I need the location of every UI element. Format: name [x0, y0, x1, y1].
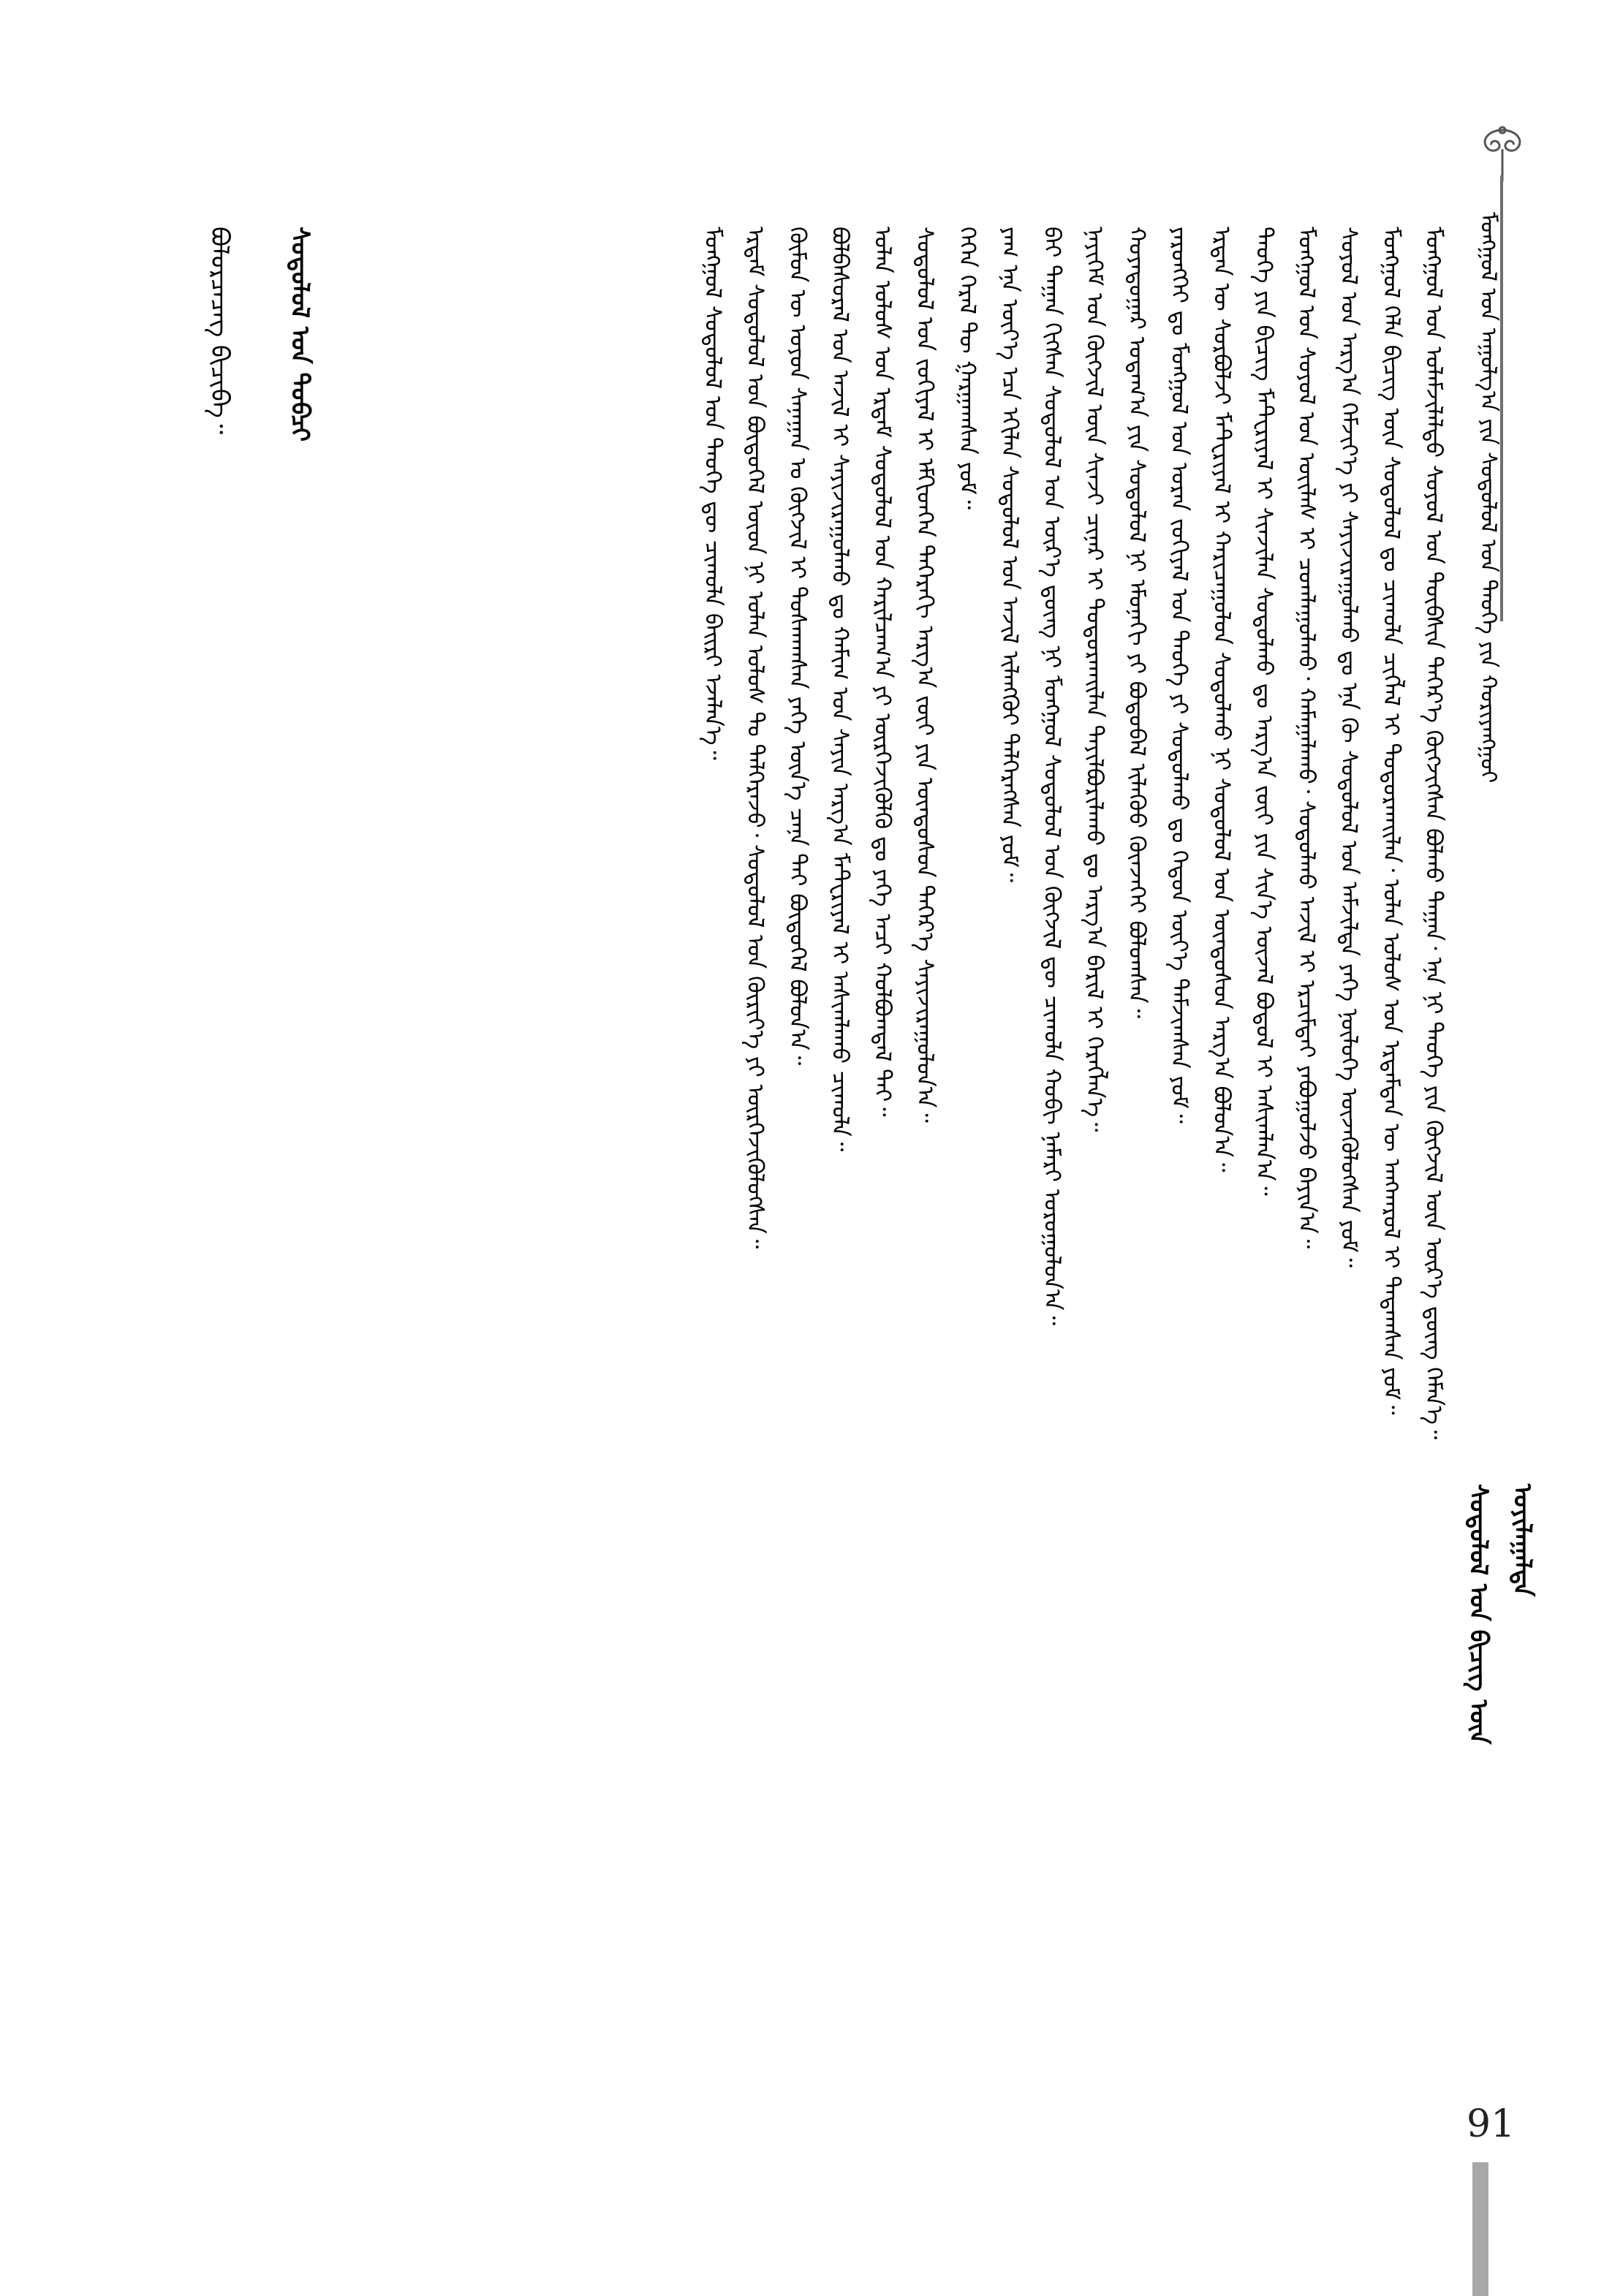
- text-line: ᠰᠤᠳᠤᠯᠤᠯ ᠤᠨ ᠵᠣᠬᠢᠶᠠᠯ ᠢ ᠡᠮᠬᠢᠳᠭᠡᠨ ᠳᠡᠭᠡᠷᠡᠬᠢ ᠠᠷᠭ᠎ᠠ ᠵᠦᠢ ᠶᠢᠨ ᠦᠨᠳᠦᠰᠦᠨ ᠳᠡᠭᠡᠷ᠎ᠡ ᠰᠠᠶᠢᠵᠢᠷᠠᠭᠤᠯᠤᠨ᠎ᠠ᠃: [912, 227, 938, 1123]
- text-line: ᠡᠷᠳᠡᠮ ᠰᠤᠳᠤᠯᠤᠯ ᠤᠨ ᠪᠦᠲᠦᠭᠡᠯ ᠦᠳ ᠨᠢ ᠣᠯᠠᠨ ᠤᠯᠤᠰ ᠲᠤ ᠳᠡᠯᠭᠡᠷᠡᠵᠦ᠂ ᠰᠤᠳᠤᠯᠤᠯ ᠤᠨ ᠬᠦᠷᠢᠶ᠎ᠡ ᠶᠢ ᠥᠷᠭᠡᠵᠢᠭᠦᠯᠦᠭᠰᠡᠨ᠃: [742, 227, 768, 1249]
- thumb-tab: [1472, 2162, 1488, 2296]
- page-number: 91: [1467, 2102, 1516, 2146]
- author-line: ᠪᠣᠯᠣᠷᠴᠡᠴᠡᠭ ᠪᠢᠴᠢᠪᠡ᠃: [205, 227, 234, 435]
- text-line: ᠬᠦᠮᠦᠨ ᠦ ᠣᠶᠤᠨ ᠰᠠᠨᠠᠭᠠᠨ ᠤ ᠬᠥᠭᠵᠢᠯ ᠢ ᠲᠤᠰᠬᠠᠭᠰᠠᠨ ᠶᠡᠬᠡ ᠦᠨ᠎ᠡ ᠴᠡᠨᠡ ᠲᠠᠢ ᠪᠦᠲᠦᠭᠡᠯ ᠪᠣᠯᠤᠨ᠎ᠠ᠃: [784, 227, 811, 1066]
- text-line: ᠮᠣᠩᠭᠣᠯ ᠬᠡᠯᠡ ᠪᠢᠴᠢᠭ ᠦᠨ ᠰᠤᠳᠤᠯᠤᠯ ᠳᠤ ᠴᠢᠬᠤᠯᠠ ᠴᠢᠭᠯᠡᠯ ᠢ ᠲᠣᠳᠤᠷᠬᠠᠢᠯᠠᠨ᠂ ᠣᠯᠠᠨ ᠤᠯᠤᠰ ᠤᠨ ᠡᠷᠳᠡᠮᠲᠡᠨ ᠦ ᠠᠩᠬᠠᠷᠤᠯ ᠢ ᠲᠠᠲᠠᠭᠰᠠᠨ ᠶᠤᠮ᠃: [1378, 227, 1404, 1415]
- text-line: ᠮᠣᠩᠭᠣᠯ ᠤᠨ ᠤᠯᠠᠮᠵᠢᠯᠠᠯᠲᠤ ᠰᠣᠶᠣᠯ ᠤᠨ ᠲᠦᠪᠰᠢᠨ ᠳᠡᠭᠡᠷ᠎ᠡ ᠬᠥᠭᠵᠢᠭᠰᠡᠨ ᠪᠣᠯᠬᠣ ᠳᠠᠭᠠᠨ᠂ ᠡᠨᠡ ᠨᠢ ᠲᠡᠦᠬᠡ ᠶᠢᠨ ᠬᠥᠭᠵᠢᠯ ᠦᠨ ᠦᠷ᠎ᠡ ᠳ᠋ᠦᠩ ᠬᠡᠮᠡᠨ᠎ᠡ᠃: [1420, 227, 1447, 1440]
- text-line: ᠮᠣᠩᠭᠣᠯ ᠰᠤᠳᠤᠯᠤᠯ ᠤᠨ ᠲᠡᠦᠬᠡ ᠳᠦ ᠴᠢᠬᠤᠯᠠ ᠪᠠᠢᠷᠢ ᠡᠵᠡᠯᠡᠨ᠎ᠡ᠃: [700, 227, 726, 760]
- text-line: ᠶᠡᠷᠦᠩᠬᠡᠢ ᠳᠤ ᠮᠣᠩᠭᠣᠯ ᠤᠨ ᠤᠷᠠᠨ ᠵᠣᠬᠢᠶᠠᠯ ᠤᠨ ᠲᠡᠦᠬᠡ ᠶᠢ ᠰᠤᠳᠤᠯᠬᠤ ᠳᠤ ᠬᠡᠳᠦᠨ ᠦᠶ᠎ᠡ ᠳᠠᠮᠵᠢᠭᠰᠠᠨ ᠶᠤᠮ᠃: [1166, 227, 1192, 1124]
- text-line: ᠪᠠᠢ ᠳᠠᠭᠠᠨ ᠬᠢᠭᠰᠡᠨ ᠰᠤᠳᠤᠯᠤᠯ ᠤᠨ ᠦᠷ᠎ᠡ ᠳ᠋ᠦᠩ ᠨᠢ ᠮᠣᠩᠭᠣᠯ ᠰᠤᠳᠤᠯᠤᠯ ᠤᠨ ᠬᠥᠭᠵᠢᠯ ᠳᠦ ᠴᠢᠬᠤᠯᠠ ᠬᠤᠪᠢ ᠨᠡᠮᠡᠷᠢ ᠣᠷᠤᠭᠤᠯᠤᠨ᠎ᠠ᠃: [1039, 227, 1065, 1326]
- text-line: ᠮᠣᠩᠭᠣᠯ ᠤᠨ ᠰᠣᠶᠣᠯ ᠤᠨ ᠦᠢᠯᠡᠰ ᠢ ᠴᠤᠭᠯᠠᠭᠤᠯᠬᠤ᠂ ᠬᠠᠮᠠᠭᠠᠯᠠᠬᠤ᠂ ᠰᠤᠳᠤᠯᠬᠤ ᠠᠵᠢᠯ ᠢ ᠡᠷᠴᠢᠮᠲᠡᠢ ᠶᠠᠪᠤᠭᠤᠯᠵᠤ ᠪᠠᠶᠢᠨ᠎ᠠ᠃: [1293, 227, 1320, 1249]
- text-line: ᠶᠠᠭ ᠡᠨᠡ ᠦᠶ᠎ᠡ ᠡᠴᠡ ᠡᠬᠢᠯᠡᠨ ᠰᠤᠳᠤᠯᠤᠯ ᠤᠨ ᠠᠵᠢᠯ ᠢᠯᠡᠩᠬᠦᠢ ᠲᠡᠯᠭᠡᠷᠡᠭᠰᠡᠨ ᠶᠤᠮ᠃: [996, 227, 1023, 883]
- chapter-title: ᠰᠤᠳᠤᠯᠤᠯ ᠤᠨ ᠪᠢᠴᠢᠭ ᠦᠨ ᠣᠶᠢᠯᠠᠭᠠᠯᠲᠠ: [1464, 1484, 1537, 1745]
- text-line: ᠨᠡᠶᠢᠭᠡᠮ ᠤᠨ ᠬᠥᠭᠵᠢᠯ ᠦᠨ ᠰᠢᠨᠵᠢ ᠴᠢᠨᠠᠷ ᠢ ᠲᠣᠳᠤᠷᠬᠠᠢᠯᠠᠨ ᠲᠠᠶᠢᠯᠪᠤᠷᠢᠯᠠᠬᠤ ᠳᠤ ᠠᠷᠭ᠎ᠠ ᠪᠠᠷᠢᠯ ᠢ ᠬᠡᠷᠡᠭᠯᠡᠨ᠎ᠡ᠃: [1081, 227, 1108, 1132]
- text-line: ᠬᠣᠶᠠᠳᠤᠭᠠᠷ ᠤᠳᠠᠭ᠎ᠠ ᠶᠢᠨ ᠰᠤᠳᠤᠯᠤᠯ ᠨᠢ ᠡᠮᠦᠨᠡᠬᠢ ᠶᠢ ᠪᠣᠳᠣᠪᠠᠯ ᠢᠯᠡᠭᠦᠦ ᠭᠦᠨᠵᠡᠭᠡᠢ ᠪᠣᠯᠤᠭᠰᠠᠨ᠃: [1124, 227, 1150, 1019]
- body-text: [197, 227, 1455, 2076]
- text-line: ᠡᠷᠲᠡᠨ ᠦ ᠰᠤᠷᠪᠤᠯᠵᠢ ᠮᠠᠲ᠋ᠧᠷᠢᠶᠠᠯ ᠢ ᠬᠠᠷᠢᠴᠠᠭᠤᠯᠤᠨ ᠰᠤᠳᠤᠯᠬᠤ ᠨᠢ ᠰᠤᠳᠤᠯᠤᠯ ᠤᠨ ᠦᠨᠳᠦᠰᠦᠨ ᠠᠷᠭ᠎ᠠ ᠪᠣᠯᠤᠨ᠎ᠠ᠃: [1208, 227, 1235, 1172]
- section-heading: ᠰᠤᠳᠤᠯᠤᠯ ᠤᠨ ᠲᠣᠪᠴᠢ: [285, 227, 314, 442]
- text-line: ᠣᠯᠠᠨ ᠤᠯᠤᠰ ᠤᠨ ᠡᠷᠳᠡᠮ ᠰᠤᠳᠤᠯᠤᠯ ᠤᠨ ᠬᠠᠷᠢᠯᠴᠠᠭ᠎ᠠ ᠶᠢ ᠥᠷᠭᠡᠵᠢᠭᠦᠯᠬᠦ ᠳᠤ ᠶᠡᠬᠡ ᠠᠴᠢ ᠬᠣᠯᠪᠣᠭᠳᠠᠯ ᠲᠠᠢ᠃: [869, 227, 896, 1117]
- text-line: ᠲᠡᠦᠬᠡ ᠶᠢᠨ ᠪᠢᠴᠢᠭ ᠮᠠᠲ᠋ᠧᠷᠢᠶᠠᠯ ᠢ ᠰᠢᠨᠵᠢᠯᠡᠨ ᠰᠤᠳᠤᠯᠬᠤ ᠳᠤ ᠠᠷᠭ᠎ᠠ ᠵᠦᠢ ᠶᠢᠨ ᠰᠢᠨ᠎ᠡ ᠦᠵᠡᠯ ᠪᠣᠳᠣᠯ ᠢ ᠠᠰᠢᠭᠯᠠᠨ᠎ᠠ᠃: [1251, 227, 1277, 1196]
- text-line: ᠭᠡᠭᠡᠨ ᠭᠡᠷᠡᠯ ᠲᠦ ᠭᠠᠷᠭᠠᠭᠰᠠᠨ ᠶᠤᠮ᠃: [954, 227, 980, 510]
- text-line: ᠪᠣᠯᠪᠠᠰᠤᠷᠠᠯ ᠤᠨ ᠠᠵᠢᠯ ᠢ ᠰᠠᠶᠢᠵᠢᠷᠠᠭᠤᠯᠬᠤ ᠳᠤ ᠬᠠᠮᠢᠭ ᠤᠨ ᠰᠠᠶᠢᠨ ᠠᠷᠭ᠎ᠠ ᠮᠠᠲ᠋ᠧᠷᠢᠶᠠᠯ ᠢ ᠠᠰᠢᠭᠯᠠᠬᠤ ᠴᠢᠬᠤᠯᠠ᠃: [827, 227, 853, 1152]
- running-header: ᠮᠣᠩᠭᠣᠯ ᠤᠨ ᠠᠭᠤᠯᠭ᠎ᠠ ᠶᠢᠨ ᠰᠤᠳᠤᠯᠤᠯ ᠤᠨ ᠲᠡᠦᠬᠡ ᠶᠢᠨ ᠬᠤᠷᠢᠶᠠᠩᠭᠤᠢ: [1475, 212, 1501, 784]
- text-line: ᠰᠣᠶᠣᠯ ᠤᠨ ᠠᠷᠭ᠎ᠠ ᠬᠡᠮᠵᠢᠶ᠎ᠡ ᠶᠢ ᠰᠠᠶᠢᠵᠢᠷᠠᠭᠤᠯᠬᠤ ᠳᠤ ᠡᠨᠡ ᠬᠦ ᠰᠤᠳᠤᠯᠤᠯ ᠤᠨ ᠠᠮᠵᠢᠯᠲᠠ ᠶᠡᠬᠡ ᠨᠥᠯᠦᠭᠡ ᠦᠵᠡᠭᠦᠯᠦᠭᠰᠡᠨ ᠶᠤᠮ᠃: [1336, 227, 1362, 1268]
